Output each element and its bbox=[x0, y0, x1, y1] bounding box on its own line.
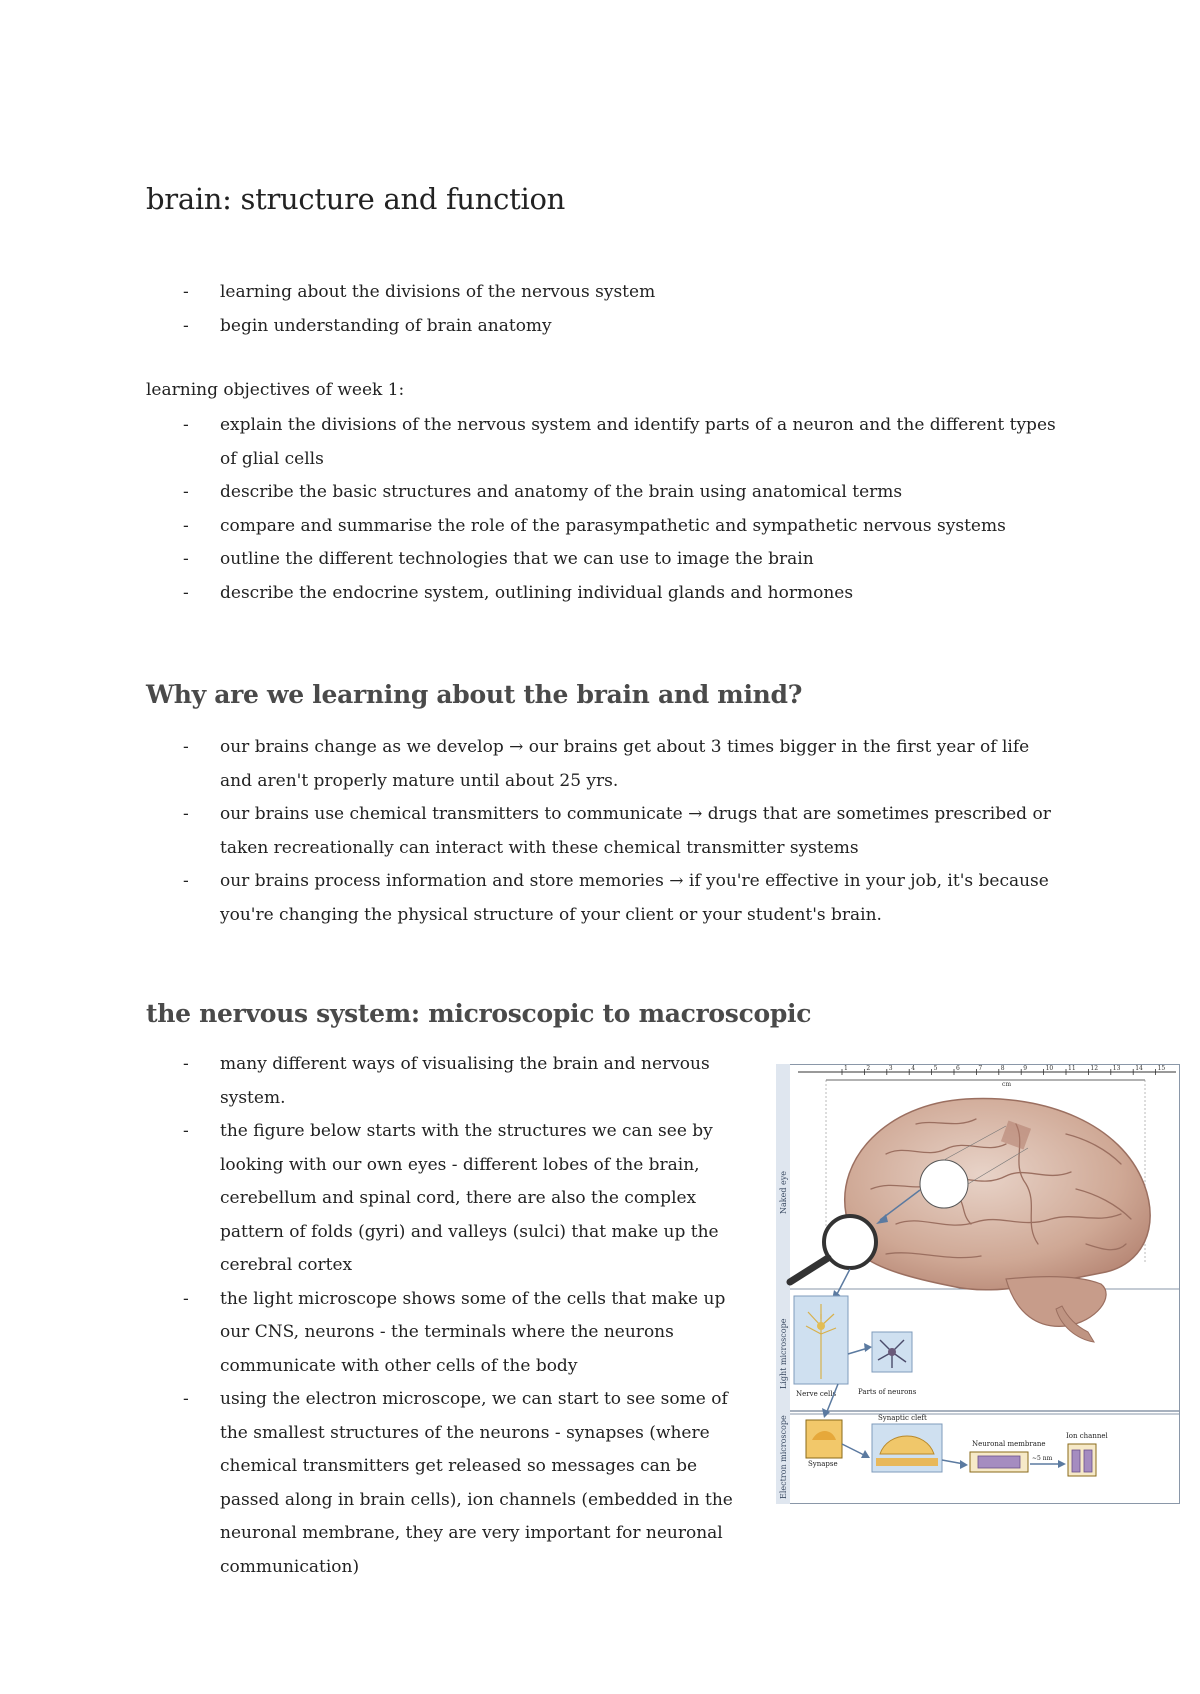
brain-levels-figure bbox=[776, 1064, 1180, 1504]
list-item: - explain the divisions of the nervous system and identify parts of a neuron and the different types of glial cells bbox=[183, 409, 1063, 476]
label-parts-of-neurons: Parts of neurons bbox=[858, 1388, 917, 1396]
ruler-tick-label: 3 bbox=[888, 1065, 893, 1072]
ruler-tick-label: 6 bbox=[956, 1065, 960, 1072]
section-heading-nervous-system: the nervous system: microscopic to macroscopic bbox=[146, 999, 812, 1028]
ruler-unit: cm bbox=[1002, 1081, 1012, 1088]
neuronal-membrane-panel bbox=[970, 1452, 1028, 1472]
ruler-tick-label: 10 bbox=[1045, 1065, 1054, 1072]
ion-channel-panel bbox=[1068, 1444, 1096, 1476]
list-item: - the figure below starts with the structures we can see by looking with our own eyes - different lobes of the brain, cerebellum and spinal cord, there are also the complex pattern of folds (gyri) and valleys (sulci) that make up the cerebral cortex bbox=[183, 1115, 758, 1283]
label-synaptic-cleft: Synaptic cleft bbox=[878, 1414, 927, 1422]
ruler-tick-label: 12 bbox=[1090, 1065, 1099, 1072]
list-item: - using the electron microscope, we can start to see some of the smallest structures of the neurons - synapses (where chemical transmitters get released so messages can be passed along in brain cells), ion channels (embedded in the neuronal membrane, they are very important for neuronal communication) bbox=[183, 1383, 758, 1584]
band-label-electron-microscope: Electron microscope bbox=[779, 1415, 788, 1499]
nervous-system-list bbox=[183, 1048, 758, 1584]
why-list bbox=[183, 731, 1063, 932]
list-item: - describe the basic structures and anatomy of the brain using anatomical terms bbox=[183, 476, 1063, 510]
band-label-naked-eye: Naked eye bbox=[779, 1170, 788, 1214]
parts-of-neurons-panel bbox=[872, 1332, 912, 1372]
synapse-panel bbox=[806, 1420, 842, 1458]
ruler-tick-label: 11 bbox=[1068, 1065, 1076, 1072]
list-item: - learning about the divisions of the nervous system bbox=[183, 276, 1083, 310]
label-neuronal-membrane: Neuronal membrane bbox=[972, 1440, 1046, 1448]
intro-list bbox=[183, 276, 1083, 343]
ruler-tick-label: 9 bbox=[1023, 1065, 1028, 1072]
objectives-heading: learning objectives of week 1: bbox=[146, 380, 405, 400]
objectives-list bbox=[183, 409, 1063, 610]
ruler-tick-label: 4 bbox=[911, 1065, 916, 1072]
ruler-tick-label: 1 bbox=[844, 1065, 848, 1072]
section-heading-why: Why are we learning about the brain and mind? bbox=[146, 680, 803, 709]
ruler-tick-label: 13 bbox=[1112, 1065, 1121, 1072]
nerve-cells-panel bbox=[794, 1296, 848, 1384]
ruler-tick-label: 14 bbox=[1135, 1065, 1143, 1072]
ruler-tick-label: 8 bbox=[1000, 1065, 1005, 1072]
band-label-light-microscope: Light microscope bbox=[779, 1318, 788, 1389]
label-ion-channel: Ion channel bbox=[1066, 1432, 1108, 1440]
ruler-tick-label: 5 bbox=[933, 1065, 938, 1072]
list-item: - begin understanding of brain anatomy bbox=[183, 310, 1083, 344]
ruler-tick-label: 7 bbox=[978, 1065, 983, 1072]
synaptic-cleft-panel bbox=[872, 1424, 942, 1472]
list-item: - compare and summarise the role of the parasympathetic and sympathetic nervous systems bbox=[183, 510, 1063, 544]
list-item: - our brains change as we develop → our brains get about 3 times bigger in the first year of life and aren't properly mature until about 25 yrs. bbox=[183, 731, 1063, 798]
list-item: - our brains process information and store memories → if you're effective in your job, it's because you're changing the physical structure of your client or your student's brain. bbox=[183, 865, 1063, 932]
list-item: - the light microscope shows some of the cells that make up our CNS, neurons - the terminals where the neurons communicate with other cells of the body bbox=[183, 1283, 758, 1384]
label-scale: ~5 nm bbox=[1032, 1455, 1053, 1462]
label-synapse: Synapse bbox=[808, 1460, 838, 1468]
document-title: brain: structure and function bbox=[146, 182, 565, 216]
ruler-tick-label: 2 bbox=[866, 1065, 871, 1072]
list-item: - many different ways of visualising the brain and nervous system. bbox=[183, 1048, 758, 1115]
list-item: - our brains use chemical transmitters to communicate → drugs that are sometimes prescribed or taken recreationally can interact with these chemical transmitter systems bbox=[183, 798, 1063, 865]
label-nerve-cells: Nerve cells bbox=[796, 1390, 837, 1398]
ruler-tick-label: 15 bbox=[1157, 1065, 1166, 1072]
list-item: - describe the endocrine system, outlining individual glands and hormones bbox=[183, 577, 1063, 611]
list-item: - outline the different technologies that we can use to image the brain bbox=[183, 543, 1063, 577]
